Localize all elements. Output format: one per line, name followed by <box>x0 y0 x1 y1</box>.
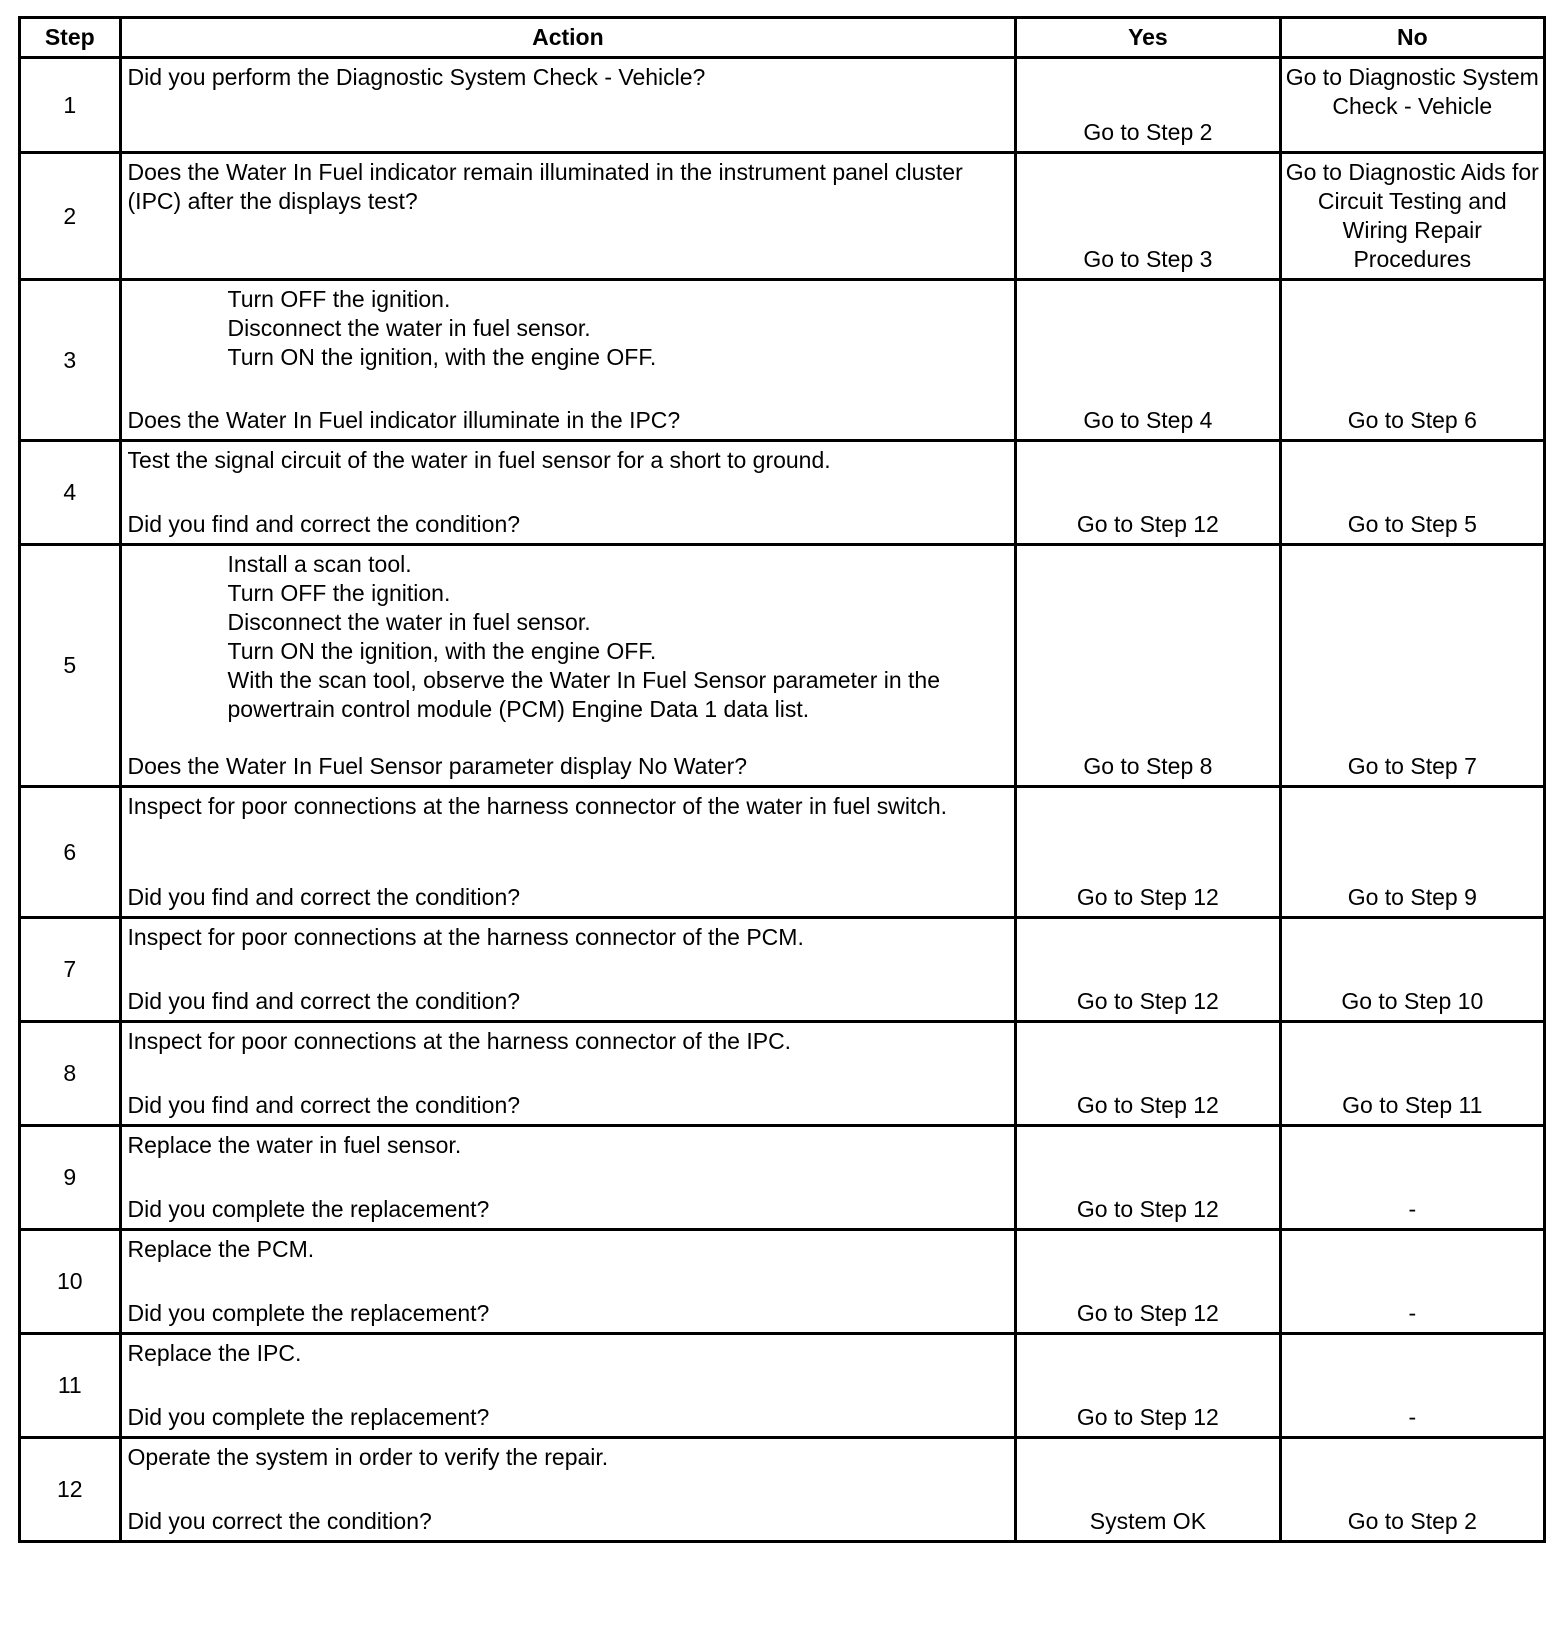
substep-item: Install a scan tool. <box>227 551 412 577</box>
action-question: Did you find and correct the condition? <box>127 884 521 910</box>
yes-action: Go to Step 12 <box>1076 884 1219 910</box>
step-number: 7 <box>20 918 121 1022</box>
yes-action: Go to Step 2 <box>1083 119 1213 145</box>
no-action: Go to Step 5 <box>1347 511 1477 537</box>
no-cell <box>1280 545 1544 787</box>
action-question: Did you complete the replacement? <box>127 1300 490 1326</box>
table-row <box>20 280 1545 441</box>
no-action: - <box>1408 1196 1417 1222</box>
table-row <box>20 1334 1545 1438</box>
no-cell <box>1280 441 1544 545</box>
substep-item: Disconnect the water in fuel sensor. <box>227 315 591 341</box>
action-cell <box>120 1230 1016 1334</box>
action-question: Did you complete the replacement? <box>127 1404 490 1430</box>
step-number: 1 <box>20 58 121 153</box>
yes-cell <box>1016 787 1280 918</box>
diagnostic-table <box>18 16 1546 1543</box>
step-number: 4 <box>20 441 121 545</box>
action-question: Did you find and correct the condition? <box>127 1092 521 1118</box>
yes-action: Go to Step 4 <box>1083 407 1213 433</box>
substep-list <box>128 285 1009 372</box>
action-text: Did you perform the Diagnostic System Check - Vehicle? <box>127 64 706 90</box>
yes-action: System OK <box>1089 1508 1207 1534</box>
header-step: Step <box>20 18 121 58</box>
action-question: Did you find and correct the condition? <box>127 511 521 537</box>
table-row <box>20 1230 1545 1334</box>
yes-action: Go to Step 12 <box>1076 1404 1219 1430</box>
header-action: Action <box>120 18 1016 58</box>
step-number: 10 <box>20 1230 121 1334</box>
action-text: Inspect for poor connections at the harness connector of the IPC. <box>127 1028 792 1054</box>
step-number: 6 <box>20 787 121 918</box>
step-number: 2 <box>20 153 121 280</box>
action-cell <box>120 545 1016 787</box>
action-question: Does the Water In Fuel indicator illuminate in the IPC? <box>127 407 681 433</box>
no-action: Go to Step 11 <box>1342 1092 1483 1118</box>
step-number: 9 <box>20 1126 121 1230</box>
action-cell <box>120 918 1016 1022</box>
table-row <box>20 1438 1545 1542</box>
action-text: Replace the water in fuel sensor. <box>127 1132 462 1158</box>
substep-item: Turn OFF the ignition. <box>227 580 451 606</box>
no-cell <box>1280 1334 1544 1438</box>
table-row <box>20 58 1545 153</box>
yes-cell <box>1016 441 1280 545</box>
yes-cell <box>1016 280 1280 441</box>
action-text: Inspect for poor connections at the harness connector of the water in fuel switch. <box>127 793 948 819</box>
yes-action: Go to Step 12 <box>1076 1092 1219 1118</box>
step-number: 12 <box>20 1438 121 1542</box>
table-row <box>20 441 1545 545</box>
action-cell <box>120 441 1016 545</box>
yes-cell <box>1016 545 1280 787</box>
action-cell <box>120 1022 1016 1126</box>
no-action: Go to Step 10 <box>1341 988 1484 1014</box>
yes-cell <box>1016 1022 1280 1126</box>
yes-cell <box>1016 1126 1280 1230</box>
table-row <box>20 153 1545 280</box>
yes-action: Go to Step 8 <box>1083 753 1213 779</box>
action-cell <box>120 280 1016 441</box>
action-question: Did you find and correct the condition? <box>127 988 521 1014</box>
step-number: 5 <box>20 545 121 787</box>
no-cell <box>1280 1438 1544 1542</box>
action-question: Did you correct the condition? <box>127 1508 432 1534</box>
action-cell <box>120 1438 1016 1542</box>
header-no: No <box>1280 18 1544 58</box>
action-cell <box>120 153 1016 280</box>
table-row <box>20 1022 1545 1126</box>
substep-item: Turn ON the ignition, with the engine OFF. <box>227 638 657 664</box>
header-yes: Yes <box>1016 18 1280 58</box>
table-row <box>20 918 1545 1022</box>
substep-list <box>128 550 1009 724</box>
action-cell <box>120 1334 1016 1438</box>
substep-item: With the scan tool, observe the Water In Fuel Sensor parameter in the powertrain control module (PCM) Engine Data 1 data list. <box>227 667 941 722</box>
table-row <box>20 545 1545 787</box>
no-cell <box>1280 1022 1544 1126</box>
action-text: Test the signal circuit of the water in fuel sensor for a short to ground. <box>127 447 831 473</box>
action-text: Replace the PCM. <box>127 1236 315 1262</box>
no-action: Go to Step 6 <box>1347 407 1477 433</box>
no-cell <box>1280 918 1544 1022</box>
no-action: Go to Step 7 <box>1347 753 1477 779</box>
no-cell <box>1280 1126 1544 1230</box>
no-action: Go to Step 9 <box>1347 884 1477 910</box>
yes-action: Go to Step 12 <box>1076 1196 1219 1222</box>
yes-action: Go to Step 12 <box>1076 511 1219 537</box>
substep-item: Turn ON the ignition, with the engine OFF. <box>227 344 657 370</box>
action-question: Does the Water In Fuel Sensor parameter display No Water? <box>127 753 748 779</box>
no-action: - <box>1408 1300 1417 1326</box>
yes-cell <box>1016 1438 1280 1542</box>
no-action: - <box>1408 1404 1417 1430</box>
table-body <box>20 58 1545 1542</box>
no-cell <box>1280 280 1544 441</box>
action-cell <box>120 58 1016 153</box>
yes-action: Go to Step 3 <box>1083 246 1213 272</box>
yes-cell <box>1016 918 1280 1022</box>
action-question: Did you complete the replacement? <box>127 1196 490 1222</box>
substep-item: Disconnect the water in fuel sensor. <box>227 609 591 635</box>
no-cell <box>1280 1230 1544 1334</box>
no-action: Go to Step 2 <box>1347 1508 1477 1534</box>
step-number: 3 <box>20 280 121 441</box>
header-row <box>20 18 1545 58</box>
action-text: Inspect for poor connections at the harness connector of the PCM. <box>127 924 804 950</box>
no-cell <box>1280 58 1544 153</box>
yes-cell <box>1016 1230 1280 1334</box>
no-action: Go to Diagnostic Aids for Circuit Testing and Wiring Repair Procedures <box>1285 159 1539 272</box>
action-text: Operate the system in order to verify the repair. <box>127 1444 609 1470</box>
yes-cell <box>1016 153 1280 280</box>
action-cell <box>120 1126 1016 1230</box>
no-cell <box>1280 787 1544 918</box>
yes-action: Go to Step 12 <box>1076 988 1219 1014</box>
yes-cell <box>1016 1334 1280 1438</box>
step-number: 8 <box>20 1022 121 1126</box>
action-text: Does the Water In Fuel indicator remain illuminated in the instrument panel cluster (IPC) after the displays test? <box>127 159 963 214</box>
no-cell <box>1280 153 1544 280</box>
substep-item: Turn OFF the ignition. <box>227 286 451 312</box>
table-row <box>20 1126 1545 1230</box>
no-action: Go to Diagnostic System Check - Vehicle <box>1285 64 1539 119</box>
action-text: Replace the IPC. <box>127 1340 302 1366</box>
yes-action: Go to Step 12 <box>1076 1300 1219 1326</box>
step-number: 11 <box>20 1334 121 1438</box>
action-cell <box>120 787 1016 918</box>
yes-cell <box>1016 58 1280 153</box>
table-row <box>20 787 1545 918</box>
